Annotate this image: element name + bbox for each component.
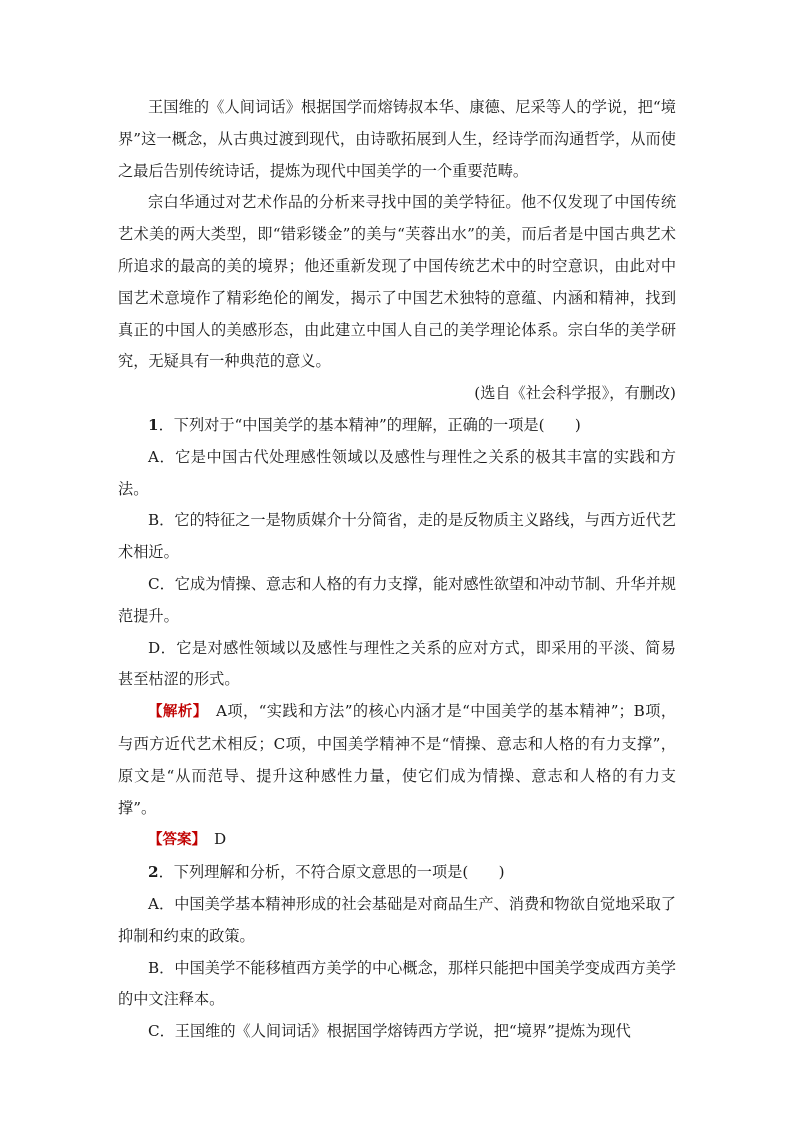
passage-paragraph-1: 王国维的《人间词话》根据国学而熔铸叔本华、康德、尼采等人的学说，把“境界”这一概念，从古典过渡到现代，由诗歌拓展到人生，经诗学而沟通哲学，从而使之最后告别传统诗话，提炼为现代中国美学的一个重要范畴。 <box>118 98 676 180</box>
analysis-tag: 【解析】 <box>148 704 201 721</box>
question-1-number: 1 <box>148 415 159 434</box>
question-2-option-b: B．中国美学不能移植西方美学的中心概念，那样只能把中国美学变成西方美学的中文注释本。 <box>118 958 676 1009</box>
passage-source: (选自《社会科学报》，有删改) <box>474 384 676 403</box>
question-1-option-b: B．它的特征之一是物质媒介十分简省，走的是反物质主义路线，与西方近代艺术相近。 <box>118 511 676 562</box>
question-1-option-a: A．它是中国古代处理感性领域以及感性与理性之关系的极其丰富的实践和方法。 <box>118 447 676 498</box>
question-1-stem <box>118 410 676 442</box>
question-2-stem <box>118 857 676 889</box>
question-2-option-c: C．王国维的《人间词话》根据国学熔铸西方学说，把“境界”提炼为现代 <box>148 1022 631 1041</box>
answer-text: D <box>198 830 227 849</box>
question-1-answer <box>118 824 676 857</box>
question-1-option-c: C．它成为情操、意志和人格的有力支撑，能对感性欲望和冲动节制、升华并规范提升。 <box>118 574 676 625</box>
answer-tag: 【答案】 <box>148 832 199 849</box>
document-page <box>118 92 676 1048</box>
analysis-text: A项，“实践和方法”的核心内涵才是“中国美学的基本精神”；B项，与西方近代艺术相反；C项，中国美学精神不是“情操、意志和人格的有力支撑”，原文是“从而范导、提升这种感性力量，使它们成为情操、意志和人格的有力支撑”。 <box>118 702 677 817</box>
passage-paragraph-2: 宗白华通过对艺术作品的分析来寻找中国的美学特征。他不仅发现了中国传统艺术美的两大类型，即“错彩镂金”的美与“芙蓉出水”的美，而后者是中国古典艺术所追求的最高的美的境界；他还重新发现了中国传统艺术中的时空意识，由此对中国艺术意境作了精彩绝伦的阐发，揭示了中国艺术独特的意蕴、内涵和精神，找到真正的中国人的美感形态，由此建立中国人自己的美学理论体系。宗白华的美学研究，无疑具有一种典范的意义。 <box>118 193 676 371</box>
question-1-text: ．下列对于“中国美学的基本精神”的理解，正确的一项是( ) <box>158 415 581 434</box>
question-1-option-d: D．它是对感性领域以及感性与理性之关系的应对方式，即采用的平淡、简易甚至枯涩的形式。 <box>118 638 676 689</box>
question-2-number: 2 <box>148 863 159 882</box>
question-1-analysis <box>118 696 676 824</box>
question-2-text: ．下列理解和分析，不符合原文意思的一项是( ) <box>158 863 505 882</box>
question-2-option-a: A．中国美学基本精神形成的社会基础是对商品生产、消费和物欲自觉地采取了抑制和约束的政策。 <box>118 894 676 945</box>
